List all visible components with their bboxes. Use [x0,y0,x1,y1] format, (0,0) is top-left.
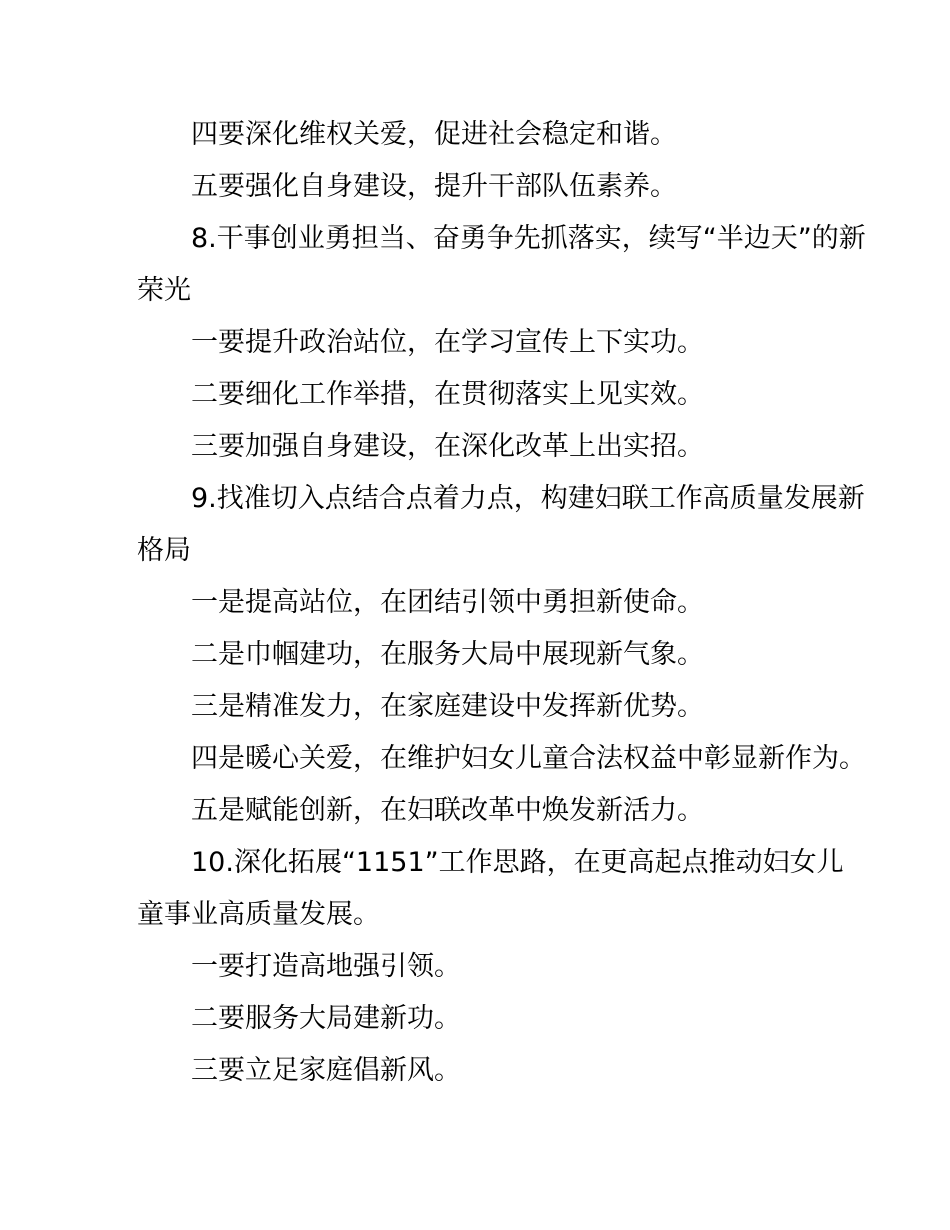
text-line: 9.找准切入点结合点着力点，构建妇联工作高质量发展新 [191,483,865,514]
text-line: 一要打造高地强引领。 [191,951,461,982]
text-line: 一是提高站位，在团结引领中勇担新使命。 [191,587,704,618]
text-line: 三是精准发力，在家庭建设中发挥新优势。 [191,691,704,722]
text-line: 二要细化工作举措，在贯彻落实上见实效。 [191,379,704,410]
text-line: 五要强化自身建设，提升干部队伍素养。 [191,171,677,202]
text-line: 四要深化维权关爱，促进社会稳定和谐。 [191,119,677,150]
text-line: 三要立足家庭倡新风。 [191,1055,461,1086]
text-line: 四是暖心关爱，在维护妇女儿童合法权益中彰显新作为。 [191,743,866,774]
text-line: 三要加强自身建设，在深化改革上出实招。 [191,431,704,462]
text-line: 童事业高质量发展。 [137,899,380,930]
text-line: 格局 [137,535,191,566]
text-line: 10.深化拓展“1151”工作思路，在更高起点推动妇女儿 [191,847,844,878]
text-line: 二要服务大局建新功。 [191,1003,461,1034]
text-line: 一要提升政治站位，在学习宣传上下实功。 [191,327,704,358]
text-line: 8.干事创业勇担当、奋勇争先抓落实，续写“半边天”的新 [191,223,866,254]
text-line: 二是巾帼建功，在服务大局中展现新气象。 [191,639,704,670]
document-content [137,109,866,1097]
text-line: 荣光 [137,275,191,306]
text-line: 五是赋能创新，在妇联改革中焕发新活力。 [191,795,704,826]
